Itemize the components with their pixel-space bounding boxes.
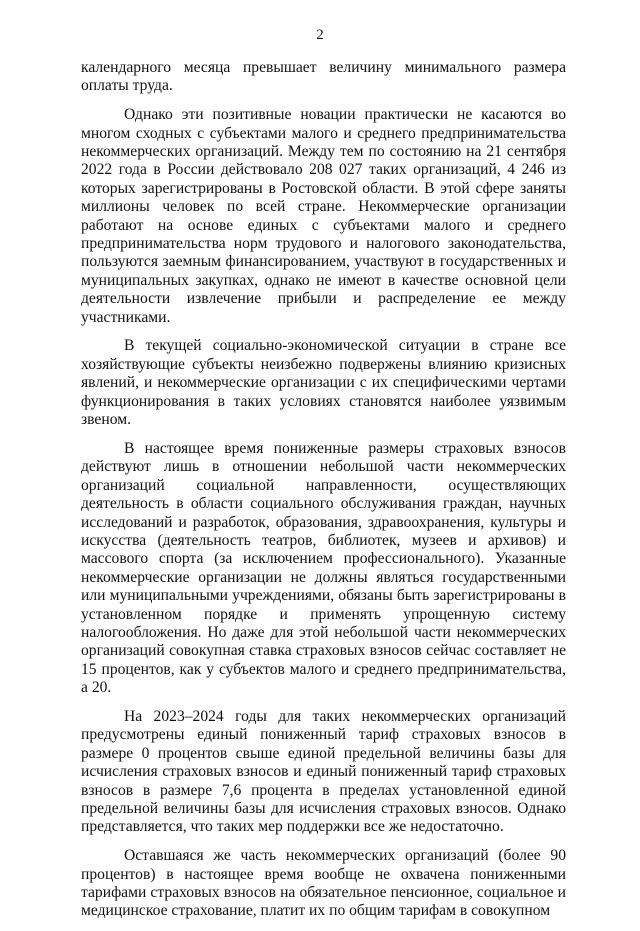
document-body <box>81 59 566 931</box>
paragraph-nko-novations: Однако эти позитивные новации практически не касаются во многом сходных с субъектами малого и среднего предпринимательства некоммерческих организаций. Между тем по состоянию на 21 сентября 2022 года в России действовало 208 027 таких организаций, 4 246 из которых зарегистрированы в Ростовской области. В этой сфере заняты миллионы человек по всей стране. Некоммерческие организации работают на основе единых с субъектами малого и среднего предпринимательства норм трудового и налогового законодательства, пользуются заемным финансированием, участвуют в государственных и муниципальных закупках, однако не имеют в качестве основной цели деятельности извлечение прибыли и распределение ее между участниками. <box>81 106 566 326</box>
paragraph-reduced-contributions: В настоящее время пониженные размеры страховых взносов действуют лишь в отношении небольшой части некоммерческих организаций социальной направленности, осуществляющих деятельность в области социального обслуживания граждан, научных исследований и разработок, образования, здравоохранения, культуры и искусства (деятельность театров, библиотек, музеев и архивов) и массового спорта (за исключением профессионального). Указанные некоммерческие организации не должны являться государственными или муниципальными учреждениями, обязаны быть зарегистрированы в установленном порядке и применять упрощенную систему налогообложения. Но даже для этой небольшой части некоммерческих организаций совокупная ставка страховых взносов сейчас составляет не 15 процентов, как у субъектов малого и среднего предпринимательства, а 20. <box>81 439 566 697</box>
page-number: 2 <box>316 27 324 43</box>
paragraph-tariffs-2023-2024: На 2023–2024 годы для таких некоммерческих организаций предусмотрены единый пониженный тариф страховых взносов в размере 0 процентов свыше единой предельной величины базы для исчисления страховых взносов и единый пониженный тариф страховых взносов в размере 7,6 процента в пределах установленной единой предельной величины базы для исчисления страховых взносов. Однако представляется, что таких мер поддержки все же недостаточно. <box>81 707 566 836</box>
paragraph-continuation: календарного месяца превышает величину минимального размера оплаты труда. <box>81 59 566 95</box>
paragraph-remaining-nko: Оставшаяся же часть некоммерческих организаций (более 90 процентов) в настоящее время вообще не охвачена пониженными тарифами страховых взносов на обязательное пенсионное, социальное и медицинское страхование, платит их по общим тарифам в совокупном <box>81 847 566 920</box>
paragraph-economic-situation: В текущей социально-экономической ситуации в стране все хозяйствующие субъекты неизбежно подвержены влиянию кризисных явлений, и некоммерческие организации с их специфическими чертами функционирования в таких условиях становятся наиболее уязвимым звеном. <box>81 337 566 429</box>
